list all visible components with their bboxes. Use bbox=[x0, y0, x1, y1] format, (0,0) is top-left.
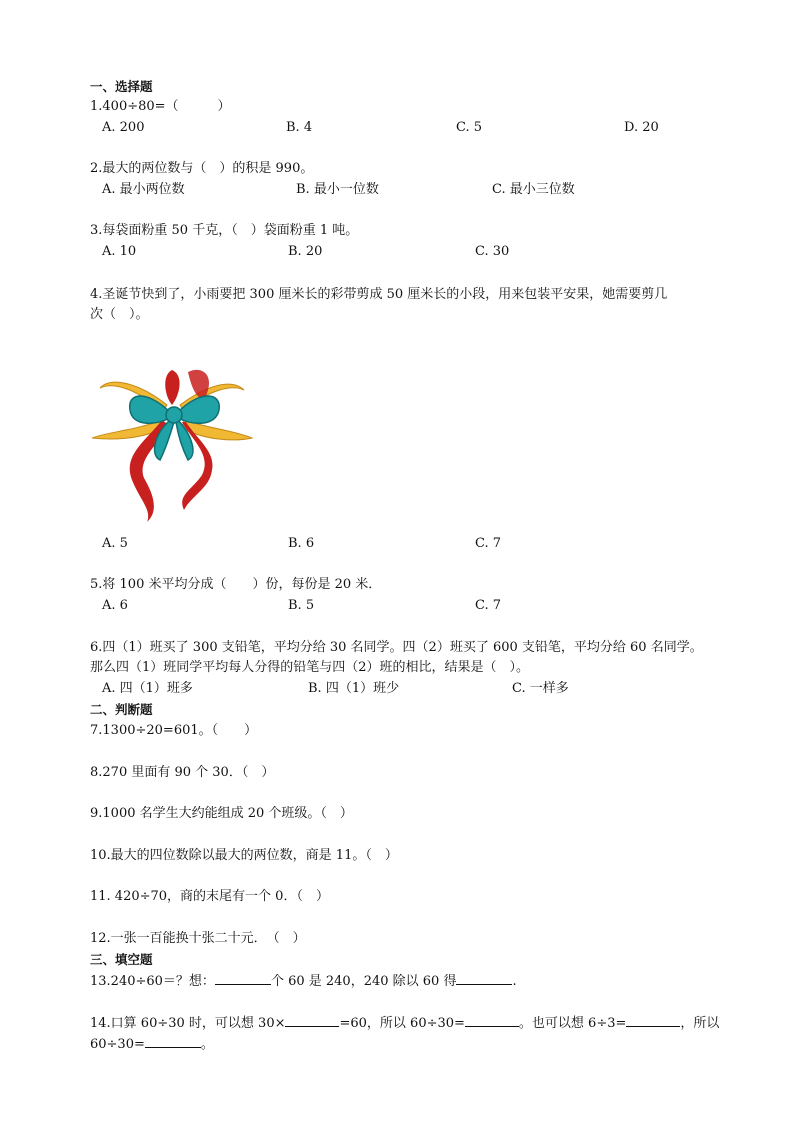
q14-text-6: 。 bbox=[200, 1037, 214, 1052]
question-14-line-1 bbox=[90, 1014, 719, 1033]
q13-blank-2[interactable] bbox=[456, 972, 512, 985]
question-4-line-2: 次（ ）。 bbox=[90, 307, 149, 322]
question-5: 5.将 100 米平均分成（ ）份，每份是 20 米． bbox=[90, 577, 382, 592]
q6-option-a: A. 四（1）班多 bbox=[102, 681, 193, 696]
q14-blank-1[interactable] bbox=[285, 1014, 339, 1027]
q6-option-c: C. 一样多 bbox=[512, 681, 569, 696]
question-10: 10.最大的四位数除以最大的两位数，商是 11。（ ） bbox=[90, 848, 398, 863]
q14-text-2: =60，所以 60÷30= bbox=[339, 1016, 465, 1031]
q4-option-c: C. 7 bbox=[475, 536, 502, 551]
question-14-line-2 bbox=[90, 1035, 214, 1054]
question-3: 3.每袋面粉重 50 千克，（ ）袋面粉重 1 吨。 bbox=[90, 223, 359, 238]
q14-blank-3[interactable] bbox=[626, 1014, 680, 1027]
q4-option-b: B. 6 bbox=[288, 536, 315, 551]
q14-blank-2[interactable] bbox=[465, 1014, 519, 1027]
q5-option-b: B. 5 bbox=[288, 598, 315, 613]
q14-text-4: ，所以 bbox=[680, 1016, 720, 1031]
question-6-line-2: 那么四（1）班同学平均每人分得的铅笔与四（2）班的相比，结果是（ ）。 bbox=[90, 660, 530, 675]
question-4-line-1: 4.圣诞节快到了，小雨要把 300 厘米长的彩带剪成 50 厘米长的小段，用来包装平安果，她需要剪几 bbox=[90, 287, 668, 302]
question-1: 1.400÷80=（ ） bbox=[90, 99, 231, 114]
question-8: 8.270 里面有 90 个 30．（ ） bbox=[90, 765, 275, 780]
q14-text-1: 14.口算 60÷30 时，可以想 30× bbox=[90, 1016, 286, 1031]
question-12: 12.一张一百能换十张二十元． （ ） bbox=[90, 931, 306, 946]
q13-text-2: 个 60 是 240，240 除以 60 得 bbox=[270, 974, 457, 989]
q14-text-5: 60÷30= bbox=[90, 1037, 145, 1052]
question-7: 7.1300÷20=601。（ ） bbox=[90, 723, 258, 738]
q3-option-a: A. 10 bbox=[102, 244, 137, 259]
section-title-fill: 三、填空题 bbox=[90, 952, 153, 967]
q13-text-3: . bbox=[512, 974, 517, 989]
section-title-judge: 二、判断题 bbox=[90, 702, 153, 717]
q1-option-b: B. 4 bbox=[286, 120, 313, 135]
question-13 bbox=[90, 972, 517, 991]
q5-option-c: C. 7 bbox=[475, 598, 502, 613]
q1-option-d: D. 20 bbox=[624, 120, 659, 135]
question-2: 2.最大的两位数与（ ）的积是 990。 bbox=[90, 161, 314, 176]
q2-option-b: B. 最小一位数 bbox=[296, 182, 379, 197]
q1-option-a: A. 200 bbox=[102, 120, 145, 135]
section-title-choice: 一、选择题 bbox=[90, 79, 153, 94]
q13-blank-1[interactable] bbox=[215, 972, 271, 985]
q14-blank-4[interactable] bbox=[145, 1035, 201, 1048]
q2-option-a: A. 最小两位数 bbox=[102, 182, 185, 197]
q4-option-a: A. 5 bbox=[102, 536, 128, 551]
q14-text-3: 。也可以想 6÷3= bbox=[518, 1016, 627, 1031]
q3-option-c: C. 30 bbox=[475, 244, 510, 259]
question-9: 9.1000 名学生大约能组成 20 个班级。（ ） bbox=[90, 806, 353, 821]
q5-option-a: A. 6 bbox=[102, 598, 128, 613]
q13-text-1: 13.240÷60＝？想： bbox=[90, 974, 215, 989]
question-11: 11. 420÷70，商的末尾有一个 0．（ ） bbox=[90, 889, 329, 904]
q2-option-c: C. 最小三位数 bbox=[492, 182, 575, 197]
q1-option-c: C. 5 bbox=[456, 120, 483, 135]
q3-option-b: B. 20 bbox=[288, 244, 323, 259]
ribbon-bow-icon bbox=[92, 360, 254, 522]
question-6-line-1: 6.四（1）班买了 300 支铅笔，平均分给 30 名同学。四（2）班买了 600 支铅笔，平均分给 60 名同学。 bbox=[90, 640, 703, 655]
q6-option-b: B. 四（1）班少 bbox=[308, 681, 400, 696]
